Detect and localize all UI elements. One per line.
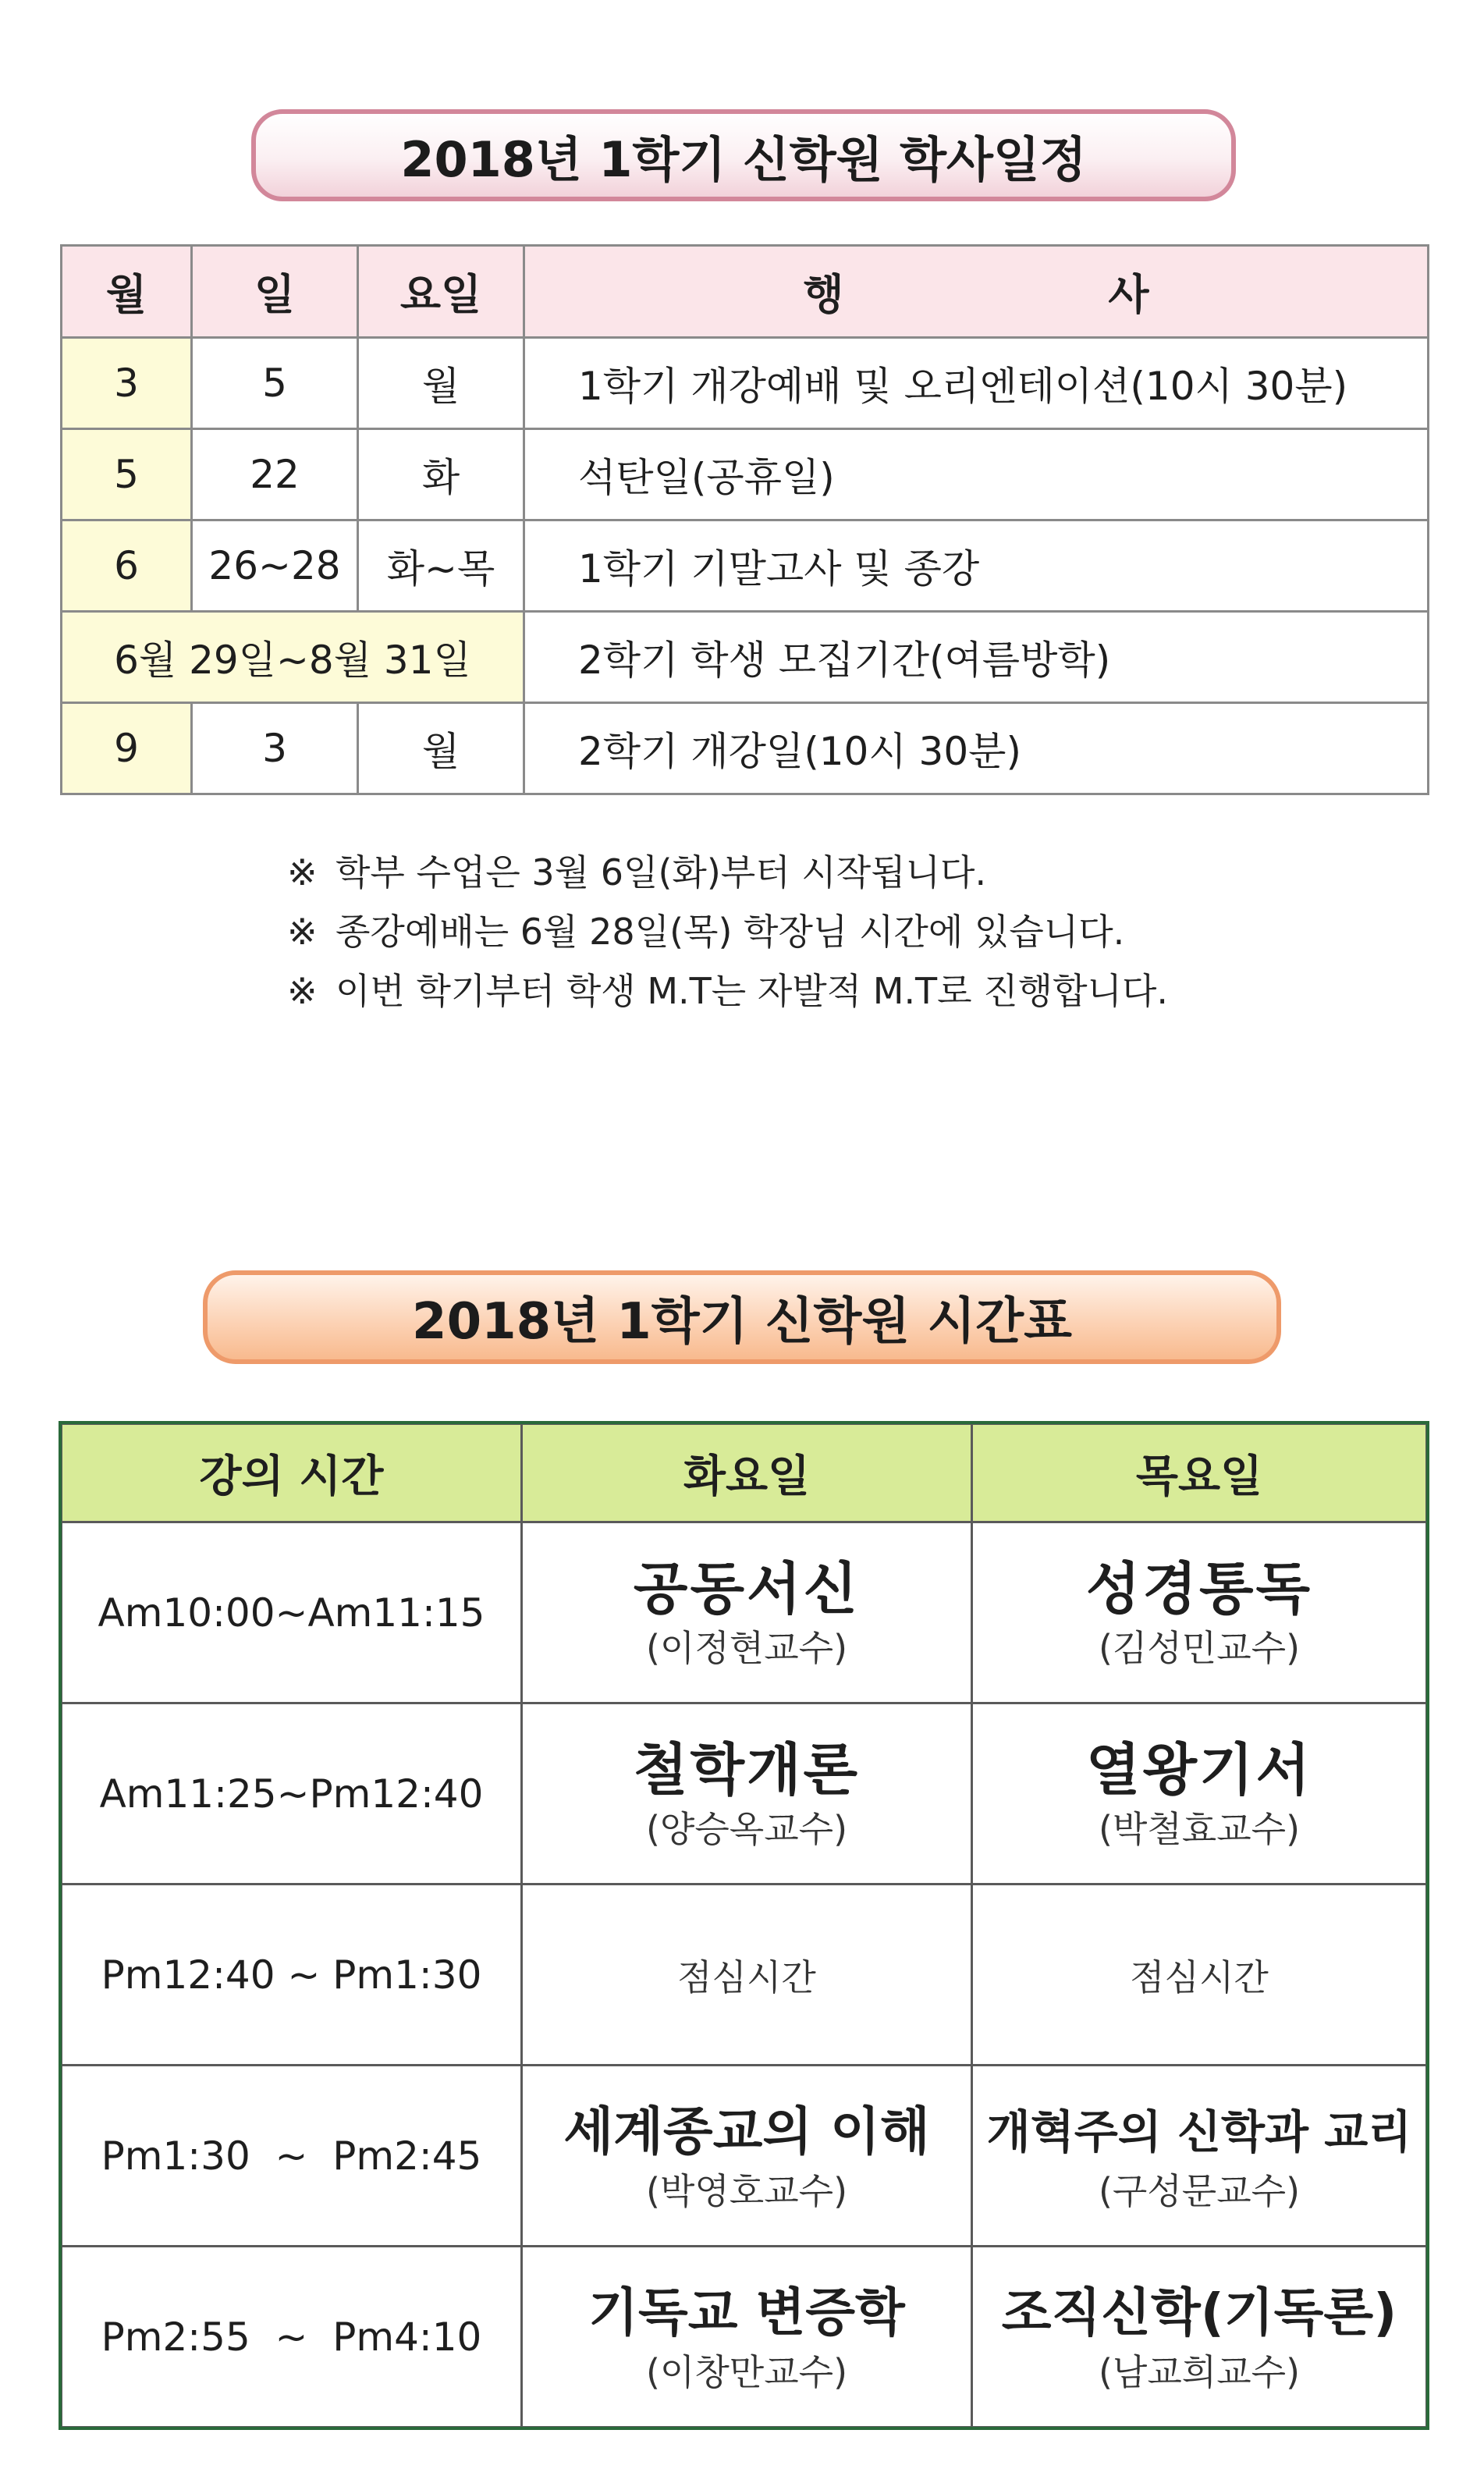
reference-mark-icon: ※ bbox=[287, 911, 318, 953]
reference-mark-icon: ※ bbox=[287, 851, 318, 893]
timetable-table bbox=[60, 1423, 1428, 2428]
header-month: 월 bbox=[62, 246, 192, 338]
row-merged-period: 6월 29일~8월 31일 bbox=[62, 612, 524, 703]
table-row bbox=[62, 338, 1429, 429]
row-weekday: 화~목 bbox=[358, 520, 524, 612]
row-event: 2학기 학생 모집기간(여름방학) bbox=[524, 612, 1429, 703]
tuesday-class bbox=[522, 2066, 972, 2247]
course-name: 세계종교의 이해 bbox=[563, 2101, 930, 2162]
professor-name: (남교희교수) bbox=[1098, 2350, 1301, 2393]
row-month: 9 bbox=[62, 703, 192, 794]
table-row bbox=[62, 1522, 1427, 1703]
course-name: 조직신학(기독론) bbox=[1001, 2282, 1397, 2343]
note-text: 이번 학기부터 학생 M.T는 자발적 M.T로 진행합니다. bbox=[335, 970, 1169, 1012]
professor-name: (이창만교수) bbox=[645, 2350, 848, 2393]
time-slot: Pm12:40 ~ Pm1:30 bbox=[62, 1885, 522, 2066]
note-text: 학부 수업은 3월 6일(화)부터 시작됩니다. bbox=[335, 851, 987, 893]
row-day: 3 bbox=[192, 703, 358, 794]
table-row bbox=[62, 612, 1429, 703]
table-row bbox=[62, 429, 1429, 520]
thursday-class bbox=[972, 2247, 1427, 2428]
course-name: 공동서신 bbox=[633, 1555, 861, 1622]
professor-name: (박영호교수) bbox=[645, 2169, 848, 2212]
professor-name: (박철효교수) bbox=[1098, 1807, 1301, 1850]
header-day: 일 bbox=[192, 246, 358, 338]
row-event: 1학기 기말고사 및 종강 bbox=[524, 520, 1429, 612]
note-item bbox=[287, 961, 1168, 1021]
row-weekday: 월 bbox=[358, 338, 524, 429]
row-event: 2학기 개강일(10시 30분) bbox=[524, 703, 1429, 794]
course-name: 철학개론 bbox=[633, 1736, 861, 1803]
tuesday-class bbox=[522, 1522, 972, 1703]
course-name: 개혁주의 신학과 교리 bbox=[986, 2105, 1412, 2158]
note-text: 종강예배는 6월 28일(목) 학장님 시간에 있습니다. bbox=[335, 911, 1125, 953]
tuesday-class bbox=[522, 2247, 972, 2428]
lunch-break: 점심시간 bbox=[677, 1956, 816, 1998]
note-item bbox=[287, 843, 1168, 902]
row-month: 5 bbox=[62, 429, 192, 520]
row-event: 석탄일(공휴일) bbox=[524, 429, 1429, 520]
row-day: 22 bbox=[192, 429, 358, 520]
table-row bbox=[62, 520, 1429, 612]
row-day: 26~28 bbox=[192, 520, 358, 612]
row-month: 6 bbox=[62, 520, 192, 612]
time-slot: Am11:25~Pm12:40 bbox=[62, 1703, 522, 1885]
tuesday-class bbox=[522, 1703, 972, 1885]
row-weekday: 월 bbox=[358, 703, 524, 794]
course-name: 열왕기서 bbox=[1085, 1736, 1313, 1803]
header-event: 행 사 bbox=[524, 246, 1429, 338]
timetable-header-row bbox=[62, 1424, 1427, 1522]
note-item bbox=[287, 902, 1168, 961]
row-weekday: 화 bbox=[358, 429, 524, 520]
thursday-class bbox=[972, 2066, 1427, 2247]
table-row bbox=[62, 703, 1429, 794]
table-row bbox=[62, 1885, 1427, 2066]
reference-mark-icon: ※ bbox=[287, 970, 318, 1012]
header-weekday: 요일 bbox=[358, 246, 524, 338]
professor-name: (이정현교수) bbox=[645, 1626, 848, 1669]
calendar-notes bbox=[287, 843, 1168, 1021]
header-thursday: 목요일 bbox=[972, 1424, 1427, 1522]
professor-name: (김성민교수) bbox=[1098, 1626, 1301, 1669]
tuesday-class bbox=[522, 1885, 972, 2066]
course-name: 기독교 변증학 bbox=[588, 2282, 905, 2343]
row-month: 3 bbox=[62, 338, 192, 429]
thursday-class bbox=[972, 1703, 1427, 1885]
table-row bbox=[62, 1703, 1427, 1885]
thursday-class bbox=[972, 1885, 1427, 2066]
academic-calendar-table bbox=[60, 244, 1429, 795]
time-slot: Am10:00~Am11:15 bbox=[62, 1522, 522, 1703]
time-slot: Pm1:30 ~ Pm2:45 bbox=[62, 2066, 522, 2247]
thursday-class bbox=[972, 1522, 1427, 1703]
table-row bbox=[62, 2247, 1427, 2428]
calendar-header-row bbox=[62, 246, 1429, 338]
header-tuesday: 화요일 bbox=[522, 1424, 972, 1522]
time-slot: Pm2:55 ~ Pm4:10 bbox=[62, 2247, 522, 2428]
row-event: 1학기 개강예배 및 오리엔테이션(10시 30분) bbox=[524, 338, 1429, 429]
row-day: 5 bbox=[192, 338, 358, 429]
lunch-break: 점심시간 bbox=[1130, 1956, 1269, 1998]
professor-name: (구성문교수) bbox=[1098, 2169, 1301, 2212]
timetable-title: 2018년 1학기 신학원 시간표 bbox=[203, 1270, 1281, 1364]
course-name: 성경통독 bbox=[1085, 1555, 1313, 1622]
professor-name: (양승옥교수) bbox=[645, 1807, 848, 1850]
header-time: 강의 시간 bbox=[62, 1424, 522, 1522]
table-row bbox=[62, 2066, 1427, 2247]
calendar-title: 2018년 1학기 신학원 학사일정 bbox=[251, 109, 1236, 201]
